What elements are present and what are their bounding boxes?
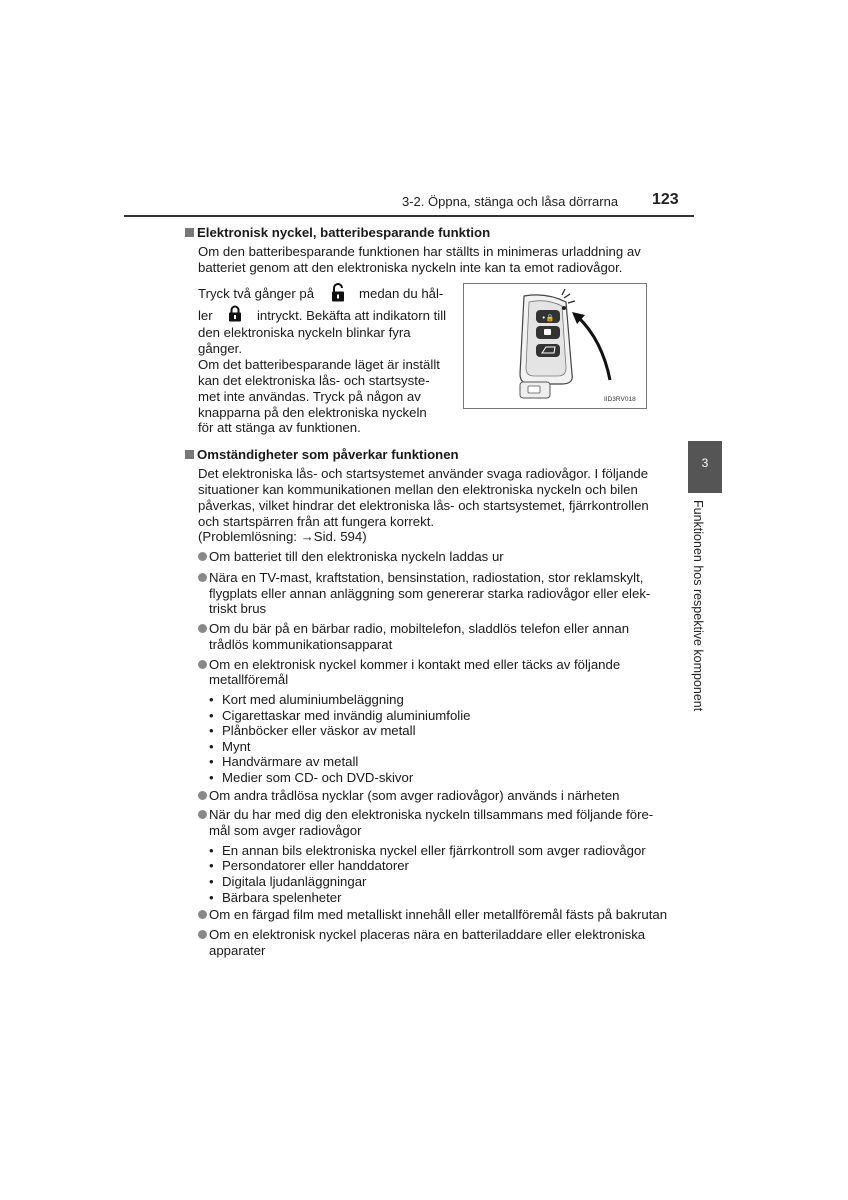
sub-item-text: Kort med aluminiumbeläggning (222, 692, 404, 707)
circle-bullet-icon (198, 930, 207, 939)
square-bullet-icon (185, 228, 194, 237)
list-item (198, 927, 645, 943)
sub-item: • Persondatorer eller handdatorer (209, 858, 409, 873)
electronic-key-illustration (464, 284, 646, 408)
list-item-cont: triskt brus (209, 601, 267, 616)
list-item-text: Nära en TV-mast, kraftstation, bensinstation, radiostation, stor reklamskylt, (209, 570, 644, 585)
list-item (198, 549, 504, 565)
section2-intro-line: (Problemlösning: →Sid. 594) (198, 529, 367, 544)
list-item-text: Om andra trådlösa nycklar (som avger radiovågor) används i närheten (209, 788, 620, 803)
sub-item: • Mynt (209, 739, 251, 754)
sub-item: • Medier som CD- och DVD-skivor (209, 770, 414, 785)
list-item-text: Om en färgad film med metalliskt innehåll eller metallföremål fästs på bakrutan (209, 907, 668, 922)
list-item (198, 907, 667, 923)
sub-item: • Cigarettaskar med invändig aluminiumfolie (209, 708, 471, 723)
square-bullet-icon (185, 450, 194, 459)
sub-item-text: Persondatorer eller handdatorer (222, 858, 409, 873)
circle-bullet-icon (198, 810, 207, 819)
sub-item: • Handvärmare av metall (209, 754, 359, 769)
section2-intro-line: och startspärren från att fungera korrekt. (198, 514, 435, 529)
circle-bullet-icon (198, 660, 207, 669)
circle-bullet-icon (198, 791, 207, 800)
list-item-cont: metallföremål (209, 672, 289, 687)
sub-item: • Digitala ljudanläggningar (209, 874, 367, 889)
section1-intro-line: Om den batteribesparande funktionen har ställts in minimeras urladdning av (198, 244, 641, 259)
header-rule (124, 215, 694, 217)
list-item (198, 621, 629, 637)
list-item (198, 807, 653, 823)
list-item-text: Om en elektronisk nyckel kommer i kontakt med eller täcks av följande (209, 657, 621, 672)
list-item-text: När du har med dig den elektroniska nyckeln tillsammans med följande före- (209, 807, 654, 822)
sub-item: • En annan bils elektroniska nyckel eller fjärrkontroll som avger radiovågor (209, 843, 646, 858)
section1-body-line: met inte användas. Tryck på någon av (198, 389, 421, 404)
sub-item-text: En annan bils elektroniska nyckel eller fjärrkontroll som avger radiovågor (222, 843, 646, 858)
sub-item-text: Digitala ljudanläggningar (222, 874, 367, 889)
list-item-cont: apparater (209, 943, 266, 958)
section2-intro-line: situationer kan kommunikationen mellan den elektroniska nyckeln och bilen (198, 482, 638, 497)
section2-heading-text: Omständigheter som påverkar funktionen (197, 447, 459, 462)
list-item-cont: mål som avger radiovågor (209, 823, 362, 838)
sub-item-text: Bärbara spelenheter (222, 890, 342, 905)
figure-label: IID3RV018 (604, 396, 636, 403)
sub-item-text: Medier som CD- och DVD-skivor (222, 770, 414, 785)
chapter-tab-number: 3 (701, 456, 709, 470)
section2-heading (185, 447, 459, 463)
circle-bullet-icon (198, 552, 207, 561)
press-instruction-ler: ler (198, 308, 213, 323)
press-instruction-cont: intryckt. Bekäfta att indikatorn till (257, 308, 447, 323)
key-figure (463, 283, 647, 409)
section1-heading (185, 225, 490, 241)
section1-body-line: för att stänga av funktionen. (198, 420, 361, 435)
list-item-cont: flygplats eller annan anläggning som genererar starka radiovågor eller elek- (209, 586, 651, 601)
svg-text:•🔒: •🔒 (541, 314, 555, 322)
list-item-text: Om en elektronisk nyckel placeras nära en batteriladdare eller elektroniska (209, 927, 646, 942)
press-instruction-cont: medan du hål- (359, 286, 444, 301)
section1-body-line: Om det batteribesparande läget är inställt (198, 357, 440, 372)
circle-bullet-icon (198, 573, 207, 582)
circle-bullet-icon (198, 624, 207, 633)
list-item-cont: trådlös kommunikationsapparat (209, 637, 393, 652)
section2-intro-line: påverkas, vilket hindrar det elektroniska lås- och startsystemet, fjärrkontrollen (198, 498, 649, 513)
section1-body-line: den elektroniska nyckeln blinkar fyra (198, 325, 411, 340)
section-header: 3-2. Öppna, stänga och låsa dörrarna (402, 194, 619, 209)
sub-item: • Kort med aluminiumbeläggning (209, 692, 404, 707)
sub-item-text: Mynt (222, 739, 251, 754)
unlock-icon (330, 283, 346, 302)
sub-item-text: Handvärmare av metall (222, 754, 359, 769)
list-item-text: Om batteriet till den elektroniska nyckeln laddas ur (209, 549, 504, 564)
list-item (198, 788, 619, 804)
section1-body-line: knapparna på den elektroniska nyckeln (198, 405, 427, 420)
chapter-tab (688, 441, 722, 493)
circle-bullet-icon (198, 910, 207, 919)
sub-item-text: Plånböcker eller väskor av metall (222, 723, 416, 738)
section1-heading-text: Elektronisk nyckel, batteribesparande funktion (197, 225, 491, 240)
sub-item-text: Cigarettaskar med invändig aluminiumfolie (222, 708, 471, 723)
press-instruction-start: Tryck två gånger på (198, 286, 315, 301)
sub-item: • Bärbara spelenheter (209, 890, 342, 905)
section1-body-line: kan det elektroniska lås- och startsyste- (198, 373, 430, 388)
section2-intro-line: Det elektroniska lås- och startsystemet använder svaga radiovågor. I följande (198, 466, 649, 481)
chapter-title: Funktionen hos respektive komponent (691, 500, 705, 712)
page-number: 123 (652, 191, 679, 208)
list-item (198, 570, 643, 586)
sub-item: • Plånböcker eller väskor av metall (209, 723, 416, 738)
section1-intro-line: batteriet genom att den elektroniska nyckeln inte kan ta emot radiovågor. (198, 260, 623, 275)
lock-icon (228, 305, 242, 322)
section1-body-line: gånger. (198, 341, 242, 356)
list-item-text: Om du bär på en bärbar radio, mobiltelefon, sladdlös telefon eller annan (209, 621, 630, 636)
list-item (198, 657, 620, 673)
